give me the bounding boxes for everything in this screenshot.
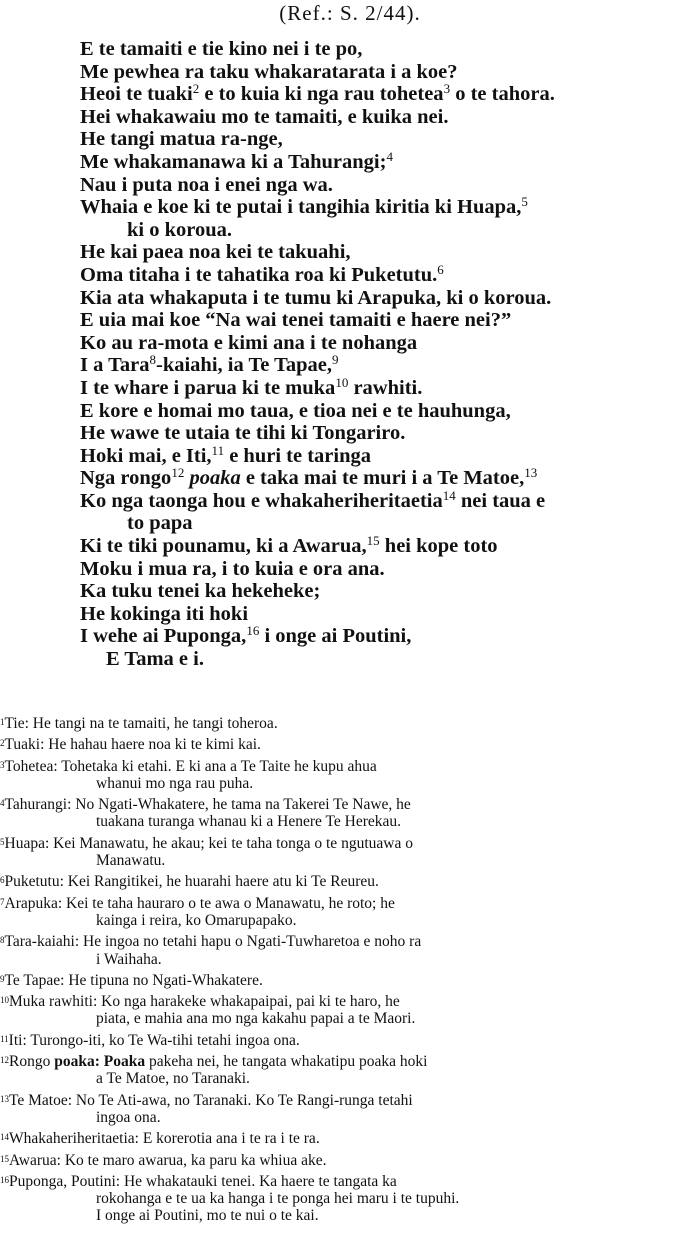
poem-line: He kokinga iti hoki: [80, 602, 249, 625]
italic-word: poaka: [189, 467, 241, 490]
footnote: [0, 757, 700, 793]
footnote-line: tuakana turanga whanau ki a Henere Te Herekau.: [96, 813, 402, 831]
poem-line: Moku i mua ra, i to kuia e ora ana.: [80, 557, 385, 580]
poem-line: Me pewhea ra taku whakaratarata i a koe?: [80, 60, 458, 83]
footnote: [0, 1151, 700, 1169]
footnote-number: 10: [0, 995, 9, 1006]
footnote-marker: 10: [335, 374, 349, 390]
footnote-line: 2Tuaki: He hahau haere noa ki te kimi kai.: [0, 736, 261, 754]
poem-line: E kore e homai mo taua, e tioa nei e te hauhunga,: [80, 399, 511, 422]
footnote: [0, 1172, 700, 1225]
poem-line: He tangi matua ra-nge,: [80, 128, 283, 151]
footnote-marker: 5: [521, 194, 528, 210]
footnote-line: 12Rongo poaka: Poaka pakeha nei, he tangata whakatipu poaka hoki: [0, 1053, 428, 1071]
poem-line: Hei whakawaiu mo te tamaiti, e kuika nei.: [80, 105, 449, 128]
footnote-number: 12: [0, 1055, 9, 1066]
footnote-line: 4Tahurangi: No Ngati-Whakatere, he tama na Takerei Te Nawe, he: [0, 796, 411, 814]
poem-line: Ko au ra-mota e kimi ana i te nohanga: [80, 331, 418, 354]
footnote-marker: 3: [443, 81, 451, 97]
poem-line: Ko nga taonga hou e whakaheriheritaetia$^{14}$ nei taua e: [80, 487, 546, 512]
footnote-line: 16Puponga, Poutini: He whakatauki tenei. Ka haere te tangata ka: [0, 1172, 397, 1190]
footnote-marker: 16: [246, 623, 260, 639]
footnote: [0, 1091, 700, 1127]
footnote: [0, 932, 700, 968]
footnote-number: 8: [0, 935, 5, 946]
footnote-number: 1: [0, 717, 5, 727]
footnote-line: rokohanga e te ua ka hanga i te ponga hei maru i te tupuhi.: [96, 1190, 460, 1208]
footnote-number: 11: [0, 1033, 9, 1044]
footnote-line: a Te Matoe, no Taranaki.: [96, 1070, 250, 1088]
footnote-marker: 14: [442, 487, 456, 503]
footnote-line: i Waihaha.: [96, 950, 162, 968]
poem-text: [80, 38, 700, 671]
footnote-marker: 13: [524, 465, 538, 481]
footnote-line: 6Puketutu: Kei Rangitikei, he huarahi haere atu ki Te Reureu.: [0, 873, 379, 891]
poem-line: Oma titaha i te tahatika roa ki Puketutu.$^6$: [80, 261, 444, 286]
footnote-marker: 8: [149, 352, 156, 368]
footnote: [0, 894, 700, 930]
poem-line: Ki te tiki pounamu, ki a Awarua,$^{15}$ hei kope toto: [80, 533, 498, 558]
footnote-line: kainga i reira, ko Omarupapako.: [96, 911, 297, 929]
poem-line: I wehe ai Puponga,$^{16}$ i onge ai Poutini,: [80, 623, 412, 648]
poem-line: E uia mai koe “Na wai tenei tamaiti e haere nei?”: [80, 309, 512, 332]
poem-line: Kia ata whakaputa i te tumu ki Arapuka, ki o koroua.: [80, 286, 552, 309]
footnote: [0, 1129, 700, 1147]
footnote-line: 10Muka rawhiti: Ko nga harakeke whakapaipai, pai ki te haro, he: [0, 993, 400, 1011]
footnote: [0, 872, 700, 890]
poem-line: He kai paea noa kei te takuahi,: [80, 241, 351, 264]
footnote: [0, 992, 700, 1028]
poem-line: I te whare i parua ki te muka$^{10}$ rawhiti.: [80, 374, 423, 399]
footnote-marker: 11: [211, 442, 225, 458]
footnote: [0, 1052, 700, 1088]
footnote-number: 14: [0, 1132, 9, 1143]
footnote-number: 7: [0, 896, 5, 907]
footnote-marker: 9: [332, 352, 339, 368]
poem-line: Heoi te tuaki$^2$ e to kuia ki nga rau tohetea$^3$ o te tahora.: [80, 81, 555, 106]
footnote-number: 9: [0, 973, 5, 984]
footnote-line: 1Tie: He tangi na te tamaiti, he tangi toheroa.: [0, 715, 278, 732]
footnote-number: 5: [0, 836, 5, 847]
footnote-marker: 6: [437, 261, 444, 277]
poem-line: to papa: [127, 512, 193, 535]
footnote: [0, 795, 700, 831]
footnote-number: 6: [0, 875, 5, 886]
poem-line: Nga rongo$^{12}$ poaka e taka mai te muri i a Te Matoe,$^{13}$: [80, 465, 538, 490]
footnote: [0, 834, 700, 870]
footnote-marker: 15: [366, 533, 380, 549]
footnote-number: 15: [0, 1153, 9, 1164]
footnote-line: 13Te Matoe: No Te Ati-awa, no Taranaki. Ko Te Rangi-runga tetahi: [0, 1091, 413, 1109]
footnote-number: 16: [0, 1174, 9, 1185]
poem-line: ki o koroua.: [127, 218, 233, 241]
footnote-line: 5Huapa: Kei Manawatu, he akau; kei te taha tonga o te ngutuawa o: [0, 834, 413, 852]
poem-line: Whaia e koe ki te putai i tangihia kiritia ki Huapa,$^5$: [80, 194, 528, 219]
footnote: [0, 714, 700, 732]
footnote-line: 15Awarua: Ko te maro awarua, ka paru ka whiua ake.: [0, 1151, 327, 1169]
footnote: [0, 971, 700, 989]
poem-line: E te tamaiti e tie kino nei i te po,: [80, 38, 363, 60]
footnote-number: 4: [0, 798, 5, 809]
poem-line: E Tama e i.: [106, 648, 204, 671]
footnote-marker: 2: [192, 81, 200, 97]
reference-heading: (Ref.: S. 2/44).: [279, 1, 421, 25]
footnote-number: 13: [0, 1093, 9, 1104]
footnote-marker: 4: [386, 148, 393, 164]
footnotes: [0, 714, 700, 1228]
footnote-line: Manawatu.: [96, 852, 166, 870]
footnote-line: piata, e mahia ana mo nga kakahu papai a te Maori.: [96, 1010, 416, 1028]
footnote-number: 3: [0, 759, 5, 770]
footnote-line: 8Tara-kaiahi: He ingoa no tetahi hapu o Ngati-Tuwharetoa e noho ra: [0, 933, 422, 951]
footnote-line: 3Tohetea: Tohetaka ki etahi. E ki ana a Te Taite he kupu ahua: [0, 757, 377, 775]
footnote-line: I onge ai Poutini, mo te nui o te kai.: [96, 1207, 319, 1225]
bold-word: poaka: Poaka: [54, 1053, 146, 1071]
footnote-line: 7Arapuka: Kei te taha hauraro o te awa o Manawatu, he roto; he: [0, 894, 395, 912]
poem-line: Ka tuku tenei ka hekeheke;: [80, 580, 321, 603]
footnote-marker: 12: [171, 465, 185, 481]
footnote-line: 9Te Tapae: He tipuna no Ngati-Whakatere.: [0, 971, 263, 989]
footnote-line: 14Whakaheriheritaetia: E korerotia ana i te ra i te ra.: [0, 1130, 320, 1148]
footnote-line: 11Iti: Turongo-iti, ko Te Wa-tihi tetahi ingoa ona.: [0, 1031, 300, 1049]
footnote-number: 2: [0, 738, 5, 749]
footnote: [0, 735, 700, 753]
footnote-line: ingoa ona.: [96, 1108, 161, 1126]
poem-line: Hoki mai, e Iti,$^{11}$ e huri te taringa: [80, 442, 371, 467]
footnote-line: whanui mo nga rau puha.: [96, 774, 254, 792]
poem-line: Nau i puta noa i enei nga wa.: [80, 173, 333, 196]
poem-line: He wawe te utaia te tihi ki Tongariro.: [80, 422, 406, 445]
poem-line: Me whakamanawa ki a Tahurangi;$^4$: [80, 148, 393, 173]
footnote: [0, 1031, 700, 1049]
poem-line: I a Tara$^8$-kaiahi, ia Te Tapae,$^9$: [80, 352, 339, 377]
